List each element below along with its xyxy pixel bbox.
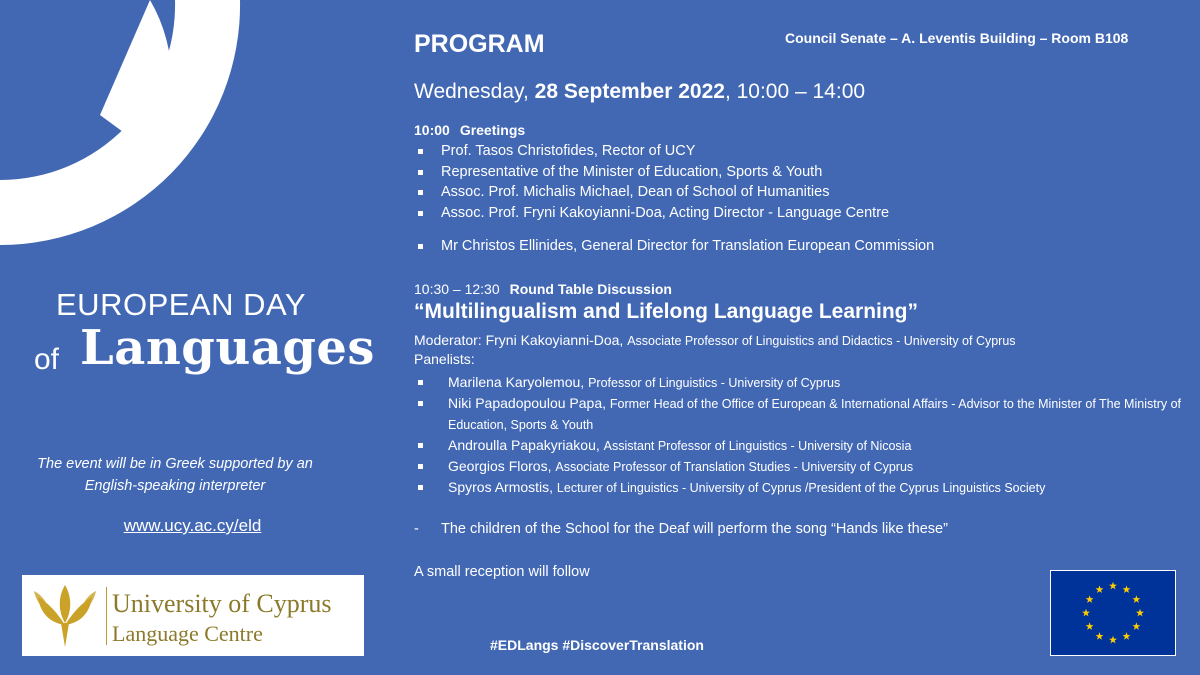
list-item — [414, 435, 1194, 456]
list-item: Mr Christos Ellinides, General Director for Translation European Commission — [414, 236, 934, 257]
logo-divider — [106, 587, 107, 645]
greetings-heading — [414, 122, 525, 138]
panelist-desc: Former Head of the Office of European & International Affairs - Advisor to the Minister of The Ministry of Education, Sports & Youth — [448, 397, 1182, 432]
roundtable-title: Round Table Discussion — [509, 281, 672, 297]
date-bold: 28 September 2022 — [534, 80, 725, 103]
panelist-name: Marilena Karyolemou, — [448, 374, 589, 390]
list-item — [414, 456, 1194, 477]
greetings-title: Greetings — [459, 122, 526, 138]
event-title-line1: EUROPEAN DAY — [56, 287, 307, 322]
moderator-line — [414, 332, 1016, 348]
list-item — [414, 393, 1194, 435]
panelist-desc: Professor of Linguistics - University of Cyprus — [588, 376, 841, 390]
panelist-name: Niki Papadopoulou Papa, — [448, 395, 610, 411]
roundtable-topic: “Multilingualism and Lifelong Language Learning” — [414, 300, 919, 323]
greetings-time: 10:00 — [414, 122, 450, 138]
panelist-name: Androulla Papakyriakou, — [448, 437, 604, 453]
dash-marker: - — [414, 521, 419, 537]
greetings-list — [414, 141, 889, 223]
event-title-of: of — [34, 343, 60, 376]
moderator-label: Moderator: Fryni Kakoyianni-Doa, — [414, 332, 628, 348]
children-text: The children of the School for the Deaf will perform the song “Hands like these” — [441, 521, 948, 537]
hashtags: #EDLangs #DiscoverTranslation — [490, 637, 704, 653]
logo-university-name: University of Cyprus — [112, 589, 332, 618]
list-item — [414, 477, 1194, 498]
logo-language-centre: Language Centre — [112, 621, 263, 646]
event-title-languages: Languages — [80, 320, 375, 376]
olive-tree-emblem-icon — [30, 583, 100, 649]
roundtable-time: 10:30 – 12:30 — [414, 281, 500, 297]
event-date — [414, 80, 865, 104]
decorative-arc-graphic — [0, 0, 260, 250]
list-item — [414, 372, 1194, 393]
date-weekday: Wednesday, — [414, 80, 535, 103]
list-item: Representative of the Minister of Education, Sports & Youth — [414, 162, 889, 183]
panelist-desc: Associate Professor of Translation Studies - University of Cyprus — [555, 460, 914, 474]
greetings-extra-list — [414, 236, 934, 257]
date-time: , 10:00 – 14:00 — [724, 80, 866, 103]
panelist-name: Georgios Floros, — [448, 458, 556, 474]
reception-note: A small reception will follow — [414, 564, 590, 580]
website-link[interactable]: www.ucy.ac.cy/eld — [123, 516, 262, 535]
children-performance-note — [414, 521, 948, 537]
list-item: Assoc. Prof. Michalis Michael, Dean of School of Humanities — [414, 182, 889, 203]
panelist-desc: Lecturer of Linguistics - University of Cyprus /President of the Cyprus Linguistics Society — [556, 481, 1046, 495]
venue-text: Council Senate – A. Leventis Building – Room B108 — [785, 30, 1129, 46]
panelist-name: Spyros Armostis, — [448, 479, 557, 495]
interpreter-note: The event will be in Greek supported by an English-speaking interpreter — [37, 456, 313, 494]
university-of-cyprus-logo — [22, 575, 364, 656]
list-item: Prof. Tasos Christofides, Rector of UCY — [414, 141, 889, 162]
roundtable-heading — [414, 281, 672, 297]
program-heading: PROGRAM — [414, 30, 545, 58]
panelists-label: Panelists: — [414, 351, 475, 367]
list-item: Assoc. Prof. Fryni Kakoyianni-Doa, Acting Director - Language Centre — [414, 203, 889, 224]
panelists-list — [414, 372, 1194, 498]
eu-flag-icon — [1050, 570, 1176, 656]
panelist-desc: Assistant Professor of Linguistics - University of Nicosia — [603, 439, 912, 453]
moderator-desc: Associate Professor of Linguistics and Didactics - University of Cyprus — [627, 334, 1016, 348]
